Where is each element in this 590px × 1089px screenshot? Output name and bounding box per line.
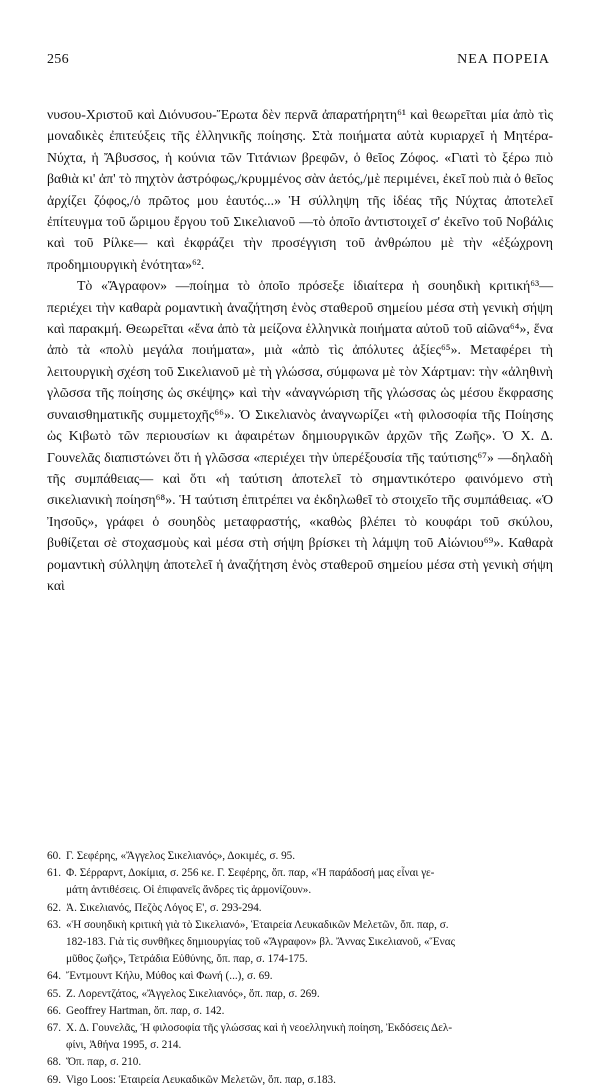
footnote-text: Ἀ. Σικελιανός, Πεζὸς Λόγος Ε', σ. 293-294. bbox=[66, 901, 262, 914]
footnote-continuation bbox=[47, 882, 553, 899]
footnote-number: 64. bbox=[47, 970, 61, 983]
footnote-text: Γ. Σεφέρης, «Ἄγγελος Σικελιανός», Δοκιμές, σ. 95. bbox=[66, 850, 296, 862]
footnote-number: 69. bbox=[47, 1073, 61, 1086]
footnote bbox=[47, 865, 553, 882]
paragraph: νυσου-Χριστοῦ καὶ Διόνυσου-Ἔρωτα δὲν περνᾶ ἀπαρατήρητη⁶¹ καὶ θεωρεῖται μία ἀπὸ τὶς μοναδικὲς ἐπιτεύξεις τῆς ἑλληνικῆς ποίησης. Στὰ ποιήματα αὐτὰ κυριαρχεῖ ἡ Μητέρα-Νύχτα, ἡ Ἄβυσσος, ἡ κούνια τῶν Τιτάνιων βρεφῶν, ὁ θεῖος Ζόφος. «Γιατὶ τὸ ξέρω πιὸ βαθιὰ κι' ἀπ' τὸ πηχτὸν ἀστρόφως,/κρυμμένος σὰν ἀετός,/μὲ περιμένει, ἐκεῖ ποὺ πιὰ ὁ θεῖος ἀρχίζει ζόφος,/ὁ πρῶτος μου ἑαυτός...» Ἡ σύλληψη τῆς ἰδέας τῆς Νύχτας ἀποτελεῖ ἐπίτευγμα τοῦ ὥριμου ἔργου τοῦ Σικελιανοῦ —τὸ ὁποῖο ἀντιστοιχεῖ σ' ἐκεῖνο τοῦ Νοβάλις καὶ τοῦ Ρίλκε— καὶ ἐκφράζει τὴν προσέγγιση τοῦ ἀνθρώπου μὲ τὴν «ἐξώχρονη προδημιουργικὴ ἑνότητα»⁶². bbox=[47, 107, 553, 272]
paragraph: Τὸ «Ἄγραφον» —ποίημα τὸ ὁποῖο πρόσεξε ἰδιαίτερα ἡ σουηδικὴ κριτική⁶³— περιέχει τὴν καθαρὰ ρομαντικὴ ἀναζήτηση ἑνὸς σταθεροῦ σημείου μέσα στὴ γενικὴ σήψη καὶ παρακμή. Θεωρεῖται «ἕνα ἀπὸ τὰ μείζονα ἑλληνικὰ ποιήματα αὐτοῦ τοῦ αἰῶνα⁶⁴», ἕνα ἀπὸ τὰ «πολὺ μεγάλα ποιήματα», μιὰ «ἀπὸ τὶς ἀπόλυτες ἀξίες⁶⁵». Μεταφέρει τὴ λειτουργικὴ σχέση τοῦ Σικελιανοῦ μὲ τὴ γλώσσα, σύμφωνα μὲ τὸν Χάρτμαν: τὴν «ἀληθινὴ γλῶσσα τῆς ποίησης ὡς σκέψης» καὶ τὴν «ἀναγνώριση τῆς γλώσσας ὡς μέσου ἔκφρασης συναισθηματικῆς συμμετοχῆς⁶⁶». Ὁ Σικελιανὸς ἀναγνωρίζει «τὴ φιλοσοφία τῆς Ποίησης ὡς Κιβωτὸ τῶν περιουσίων κι ἀφαιρέτων δημιουργικῶν ἀρχῶν τῆς Ζωῆς». Ὁ Χ. Δ. Γουνελᾶς διαπιστώνει ὅτι ἡ γλῶσσα «περιέχει τὴν ὑπερέξουσία τῆς ταύτισης⁶⁷» —δηλαδὴ τῆς συμπάθειας— καὶ ὅτι «ἡ ταύτιση ἀποτελεῖ τὸ σημαντικότερο φαινόμενο στὴ σικελιανικὴ ποίηση⁶⁸». Ἡ ταύτιση ἐπιτρέπει να ἐκδηλωθεῖ τὸ στοιχεῖο τῆς συμπάθειας. «Ὁ Ἰησοῦς», γράφει ὁ σουηδὸς μεταφραστής, «καθὼς βλέπει τὸ κουφάρι τοῦ σκύλου, βυθίζεται σὲ στοχασμοὺς καὶ μέσα στὴ σήψη βρίσκει τὴ λάμψη τοῦ Αἰώνιου⁶⁹». Καθαρὰ ρομαντικὴ σύλληψη ἀποτελεῖ ἡ ἀναζήτηση ἑνὸς σταθεροῦ σημείου μέσα στὴ γενικὴ σήψη καὶ bbox=[47, 278, 553, 593]
footnote-text: «Ἡ σουηδικὴ κριτικὴ γιὰ τὸ Σικελιανό», Ἑταιρεία Λευκαδικῶν Μελετῶν, ὅπ. παρ, σ. bbox=[66, 918, 449, 931]
main-text bbox=[47, 104, 553, 596]
footnote-number: 66. bbox=[47, 1004, 61, 1017]
footnote bbox=[47, 917, 553, 934]
footnote bbox=[47, 848, 553, 865]
footnote bbox=[47, 1054, 553, 1071]
running-title: ΝΕΑ ΠΟΡΕΙΑ bbox=[457, 52, 550, 67]
footnote-continuation bbox=[47, 1037, 553, 1054]
page-number: 256 bbox=[47, 52, 69, 67]
footnote-number: 65. bbox=[47, 987, 61, 1000]
footnote bbox=[47, 1072, 553, 1089]
page-header bbox=[47, 52, 550, 68]
footnote-text: Geoffrey Hartman, ὅπ. παρ, σ. 142. bbox=[66, 1004, 225, 1017]
footnote-number: 61. bbox=[47, 867, 61, 880]
footnote-line: 182-183. Γιὰ τὶς συνθῆκες δημιουργίας τοῦ «Ἄγραφον» βλ. Ἄννας Σικελιανοῦ, «Ἕνας bbox=[66, 936, 456, 949]
footnote-line: μῦθος ζωῆς», Τετράδια Εὐθύνης, ὅπ. παρ, σ. 174-175. bbox=[66, 953, 308, 966]
footnote-line: Φ. Σέρραρντ, Δοκίμια, σ. 256 κε. Γ. Σεφέρης, ὅπ. παρ, «Ἡ παράδοσή μας εἶναι γε- bbox=[66, 867, 435, 880]
footnote-text: Vigo Loos: Ἑταιρεία Λευκαδικῶν Μελετῶν, ὅπ. παρ, σ.183. bbox=[66, 1073, 336, 1086]
footnote-number: 62. bbox=[47, 901, 61, 914]
footnote bbox=[47, 1003, 553, 1020]
footnote-number: 63. bbox=[47, 918, 61, 931]
footnote-continuation bbox=[47, 951, 553, 968]
footnote-number: 60. bbox=[47, 850, 61, 862]
footnote bbox=[47, 968, 553, 985]
footnote-text: Ζ. Λορεντζάτος, «Ἄγγελος Σικελιανός», ὅπ. παρ, σ. 269. bbox=[66, 987, 320, 1000]
footnote-text: Ἔντμουντ Κήλυ, Μύθος καὶ Φωνή (...), σ. 69. bbox=[66, 970, 273, 983]
footnote-text: Χ. Δ. Γουνελᾶς, Ἡ φιλοσοφία τῆς γλώσσας καὶ ἡ νεοελληνικὴ ποίηση, Ἐκδόσεις Δελ- bbox=[66, 1022, 453, 1035]
footnote-number: 67. bbox=[47, 1022, 61, 1035]
footnote-continuation bbox=[47, 934, 553, 951]
footnote bbox=[47, 1020, 553, 1037]
footnote bbox=[47, 900, 553, 917]
footnotes bbox=[47, 848, 553, 1089]
footnote-line: μάτη ἀντιθέσεις. Οἱ ἐπιφανεῖς ἄνδρες τὶς ἁρμονίζουν». bbox=[66, 884, 312, 897]
footnote-text bbox=[66, 865, 553, 882]
footnote-line: φίνι, Ἀθήνα 1995, σ. 214. bbox=[66, 1039, 182, 1052]
footnote-text: Ὅπ. παρ, σ. 210. bbox=[66, 1056, 142, 1069]
footnote-number: 68. bbox=[47, 1056, 61, 1069]
footnote bbox=[47, 986, 553, 1003]
